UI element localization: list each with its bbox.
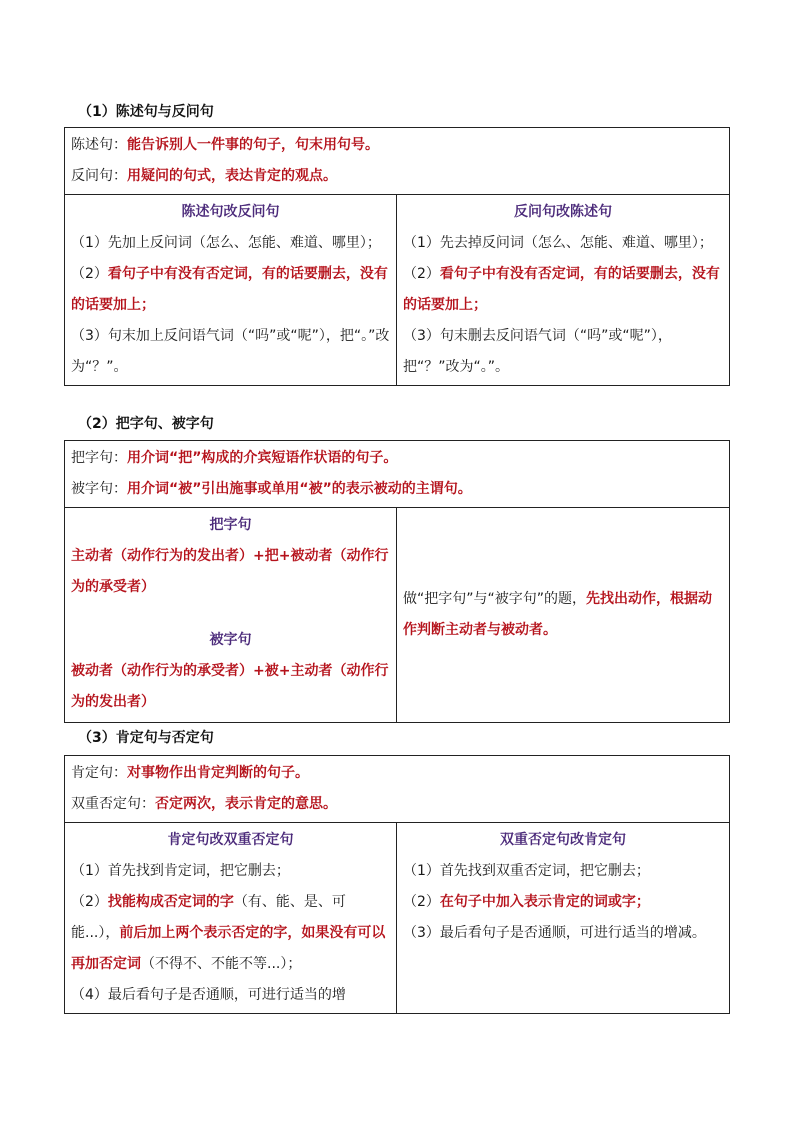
section-1-table [64, 127, 730, 386]
list-item: （1）首先找到双重否定词，把它删去； [403, 863, 650, 879]
section-1-right-cell [397, 195, 730, 386]
definition-rhetorical: 反问句：用疑问的句式，表达肯定的观点。 [71, 168, 337, 184]
section-3-right-cell [397, 823, 730, 1014]
right-heading: 双重否定句改肯定句 [500, 832, 626, 848]
list-item: （2）看句子中有没有否定词，有的话要删去，没有的话要加上； [71, 266, 388, 313]
section-1-title: （1）陈述句与反问句 [78, 104, 214, 120]
section-2-table [64, 440, 730, 723]
ba-bei-tip: 做“把字句”与“被字句”的题，先找出动作，根据动作判断主动者与被动者。 [403, 591, 713, 638]
section-1-left-cell [65, 195, 397, 386]
list-item: （2）在句子中加入表示肯定的词或字； [403, 894, 650, 910]
list-item: （4）最后看句子是否通顺，可进行适当的增 [71, 987, 346, 1003]
section-1-definitions [65, 128, 730, 195]
ba-structure: 主动者（动作行为的发出者）+把+被动者（动作行为的承受者） [71, 548, 389, 595]
bei-structure: 被动者（动作行为的承受者）+被+主动者（动作行为的发出者） [71, 663, 389, 710]
section-3-definitions [65, 756, 730, 823]
section-3-title: （3）肯定句与否定句 [78, 730, 214, 746]
list-item: （2）找能构成否定词的字（有、能、是、可能...），前后加上两个表示否定的字，如果没有可以再加否定词（不得不、不能不等...）； [71, 894, 386, 972]
definition-double-negative: 双重否定句：否定两次，表示肯定的意思。 [71, 796, 337, 812]
definition-bei: 被字句：用介词“被”引出施事或单用“被”的表示被动的主谓句。 [71, 481, 472, 497]
list-item: （2）看句子中有没有否定词，有的话要删去，没有的话要加上； [403, 266, 720, 313]
list-item: （3）句末删去反问语气词（“吗”或“呢”），把“？”改为“。”。 [403, 328, 672, 375]
list-item: （3）最后看句子是否通顺，可进行适当的增减。 [403, 925, 706, 941]
left-heading: 陈述句改反问句 [181, 204, 280, 220]
list-item: （1）先去掉反问词（怎么、怎能、难道、哪里）； [403, 235, 713, 251]
definition-ba: 把字句：用介词“把”构成的介宾短语作状语的句子。 [71, 450, 398, 466]
right-heading: 反问句改陈述句 [514, 204, 612, 220]
list-item: （1）先加上反问词（怎么、怎能、难道、哪里）； [71, 235, 381, 251]
ba-heading: 把字句 [209, 517, 252, 533]
left-heading: 肯定句改双重否定句 [167, 832, 294, 848]
section-2-definitions [65, 441, 730, 508]
section-3-left-cell [65, 823, 397, 1014]
definition-declarative: 陈述句：能告诉别人一件事的句子，句末用句号。 [71, 137, 379, 153]
list-item: （3）句末加上反问语气词（“吗”或“呢”），把“。”改为“？”。 [71, 328, 390, 375]
list-item: （1）首先找到肯定词，把它删去； [71, 863, 290, 879]
section-2-left-cell [65, 508, 397, 723]
section-2-title: （2）把字句、被字句 [78, 416, 214, 432]
definition-affirmative: 肯定句：对事物作出肯定判断的句子。 [71, 765, 309, 781]
section-3-table [64, 755, 730, 1014]
bei-heading: 被字句 [209, 632, 252, 648]
section-2-right-cell [397, 508, 730, 723]
